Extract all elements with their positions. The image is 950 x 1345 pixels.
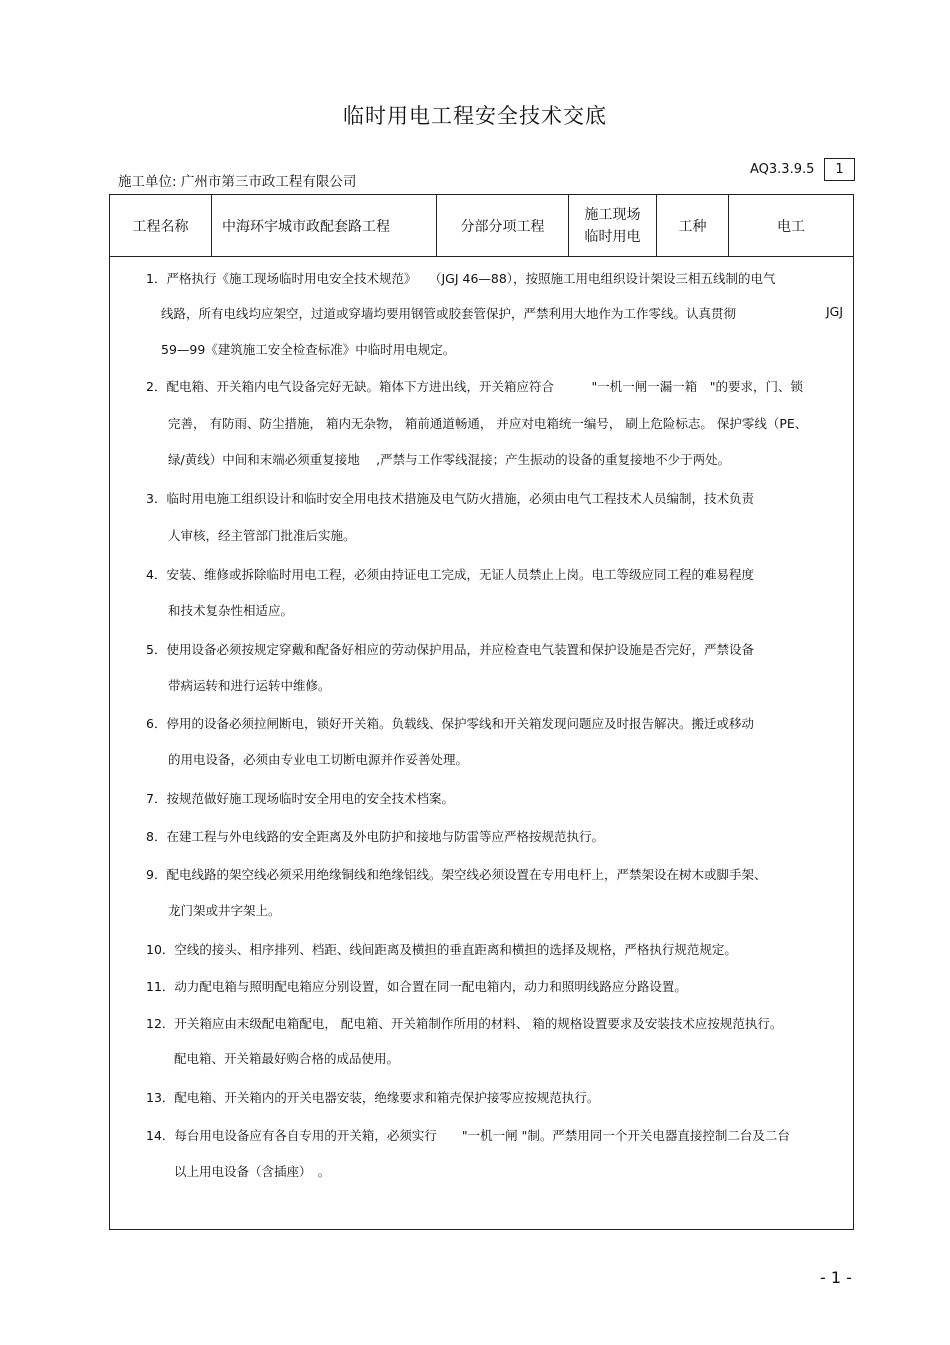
table-header-row [110,195,853,257]
item-2-line-3: 绿/黄线）中间和末端必须重复接地 ,严禁与工作零线混接；产生振动的设备的重复接地不少于两处。 [168,452,731,467]
item-2-line-1: 2．配电箱、开关箱内电气设备完好无缺。箱体下方进出线，开关箱应符合 "一机一闸一漏一箱 "的要求，门、锁 [146,379,803,394]
item-4-line-2: 和技术复杂性相适应。 [168,603,294,618]
item-13: 13．配电箱、开关箱内的开关电器安装，绝缘要求和箱壳保护接零应按规范执行。 [146,1090,600,1105]
item-14-line-1: 14．每台用电设备应有各自专用的开关箱，必须实行 "一机一闸 "制。严禁用同一个开关电器直接控制二台及二台 [146,1128,790,1143]
page-box: 1 [824,158,855,181]
item-1-line-3: 59—99《建筑施工安全检查标准》中临时用电规定。 [161,342,456,357]
item-5-line-2: 带病运转和进行运转中维修。 [168,678,331,693]
project-name-value: 中海环宇城市政配套路工程 [212,195,437,256]
division-value-line-1: 施工现场 [584,206,641,223]
project-name-label: 工程名称 [110,195,212,256]
item-1-line-2: 线路，所有电线均应架空，过道或穿墙均要用钢管或胶套管保护，严禁利用大地作为工作零线。认真贯彻 [161,306,737,321]
division-value-line-2: 临时用电 [584,228,641,245]
item-7: 7．按规范做好施工现场临时安全用电的安全技术档案。 [146,791,454,806]
trade-value: 电工 [777,218,805,235]
item-4-line-1: 4．安装、维修或拆除临时用电工程，必须由持证电工完成，无证人员禁止上岗。电工等级应同工程的难易程度 [146,567,754,582]
item-10: 10．空线的接头、相序排列、档距、线间距离及横担的垂直距离和横担的选择及规格，严格执行规范规定。 [146,942,737,957]
trade-label: 工种 [657,195,729,256]
item-8: 8．在建工程与外电线路的安全距离及外电防护和接地与防雷等应严格按规范执行。 [146,829,604,844]
item-12-line-1: 12．开关箱应由末级配电箱配电， 配电箱、开关箱制作所用的材料、 箱的规格设置要求及安装技术应按规范执行。 [146,1016,783,1031]
item-1-line-1: 1．严格执行《施工现场临时用电安全技术规范》 （JGJ 46—88），按照施工用电组织设计架设三相五线制的电气 [146,271,776,286]
item-3-line-2: 人审核，经主管部门批准后实施。 [168,528,356,543]
item-6-line-2: 的用电设备，必须由专业电工切断电源并作妥善处理。 [168,752,469,767]
item-2-line-2: 完善， 有防雨、防尘措施， 箱内无杂物， 箱前通道畅通， 并应对电箱统一编号， 刷上危险标志。 保护零线（PE、 [168,416,808,431]
document-number: AQ3.3.9.5 [750,162,815,177]
item-9-line-2: 龙门架或井字架上。 [168,903,281,918]
item-12-line-2: 配电箱、开关箱最好购合格的成品使用。 [174,1051,400,1066]
disclosure-table [109,194,854,1230]
item-5-line-1: 5．使用设备必须按规定穿戴和配备好相应的劳动保护用品，并应检查电气装置和保护设施是否完好，严禁设备 [146,642,754,657]
page-number: - 1 - [820,1268,852,1287]
item-1-line-2-end: JGJ [826,304,844,319]
item-14-line-2: 以上用电设备（含插座） 。 [174,1164,331,1179]
item-11: 11．动力配电箱与照明配电箱应分别设置，如合置在同一配电箱内，动力和照明线路应分路设置。 [146,979,687,994]
document-title: 临时用电工程安全技术交底 [343,104,607,128]
item-6-line-1: 6．停用的设备必须拉闸断电，锁好开关箱。负载线、保护零线和开关箱发现问题应及时报告解决。搬迁或移动 [146,716,754,731]
construction-unit: 施工单位: 广州市第三市政工程有限公司 [118,174,357,190]
item-3-line-1: 3．临时用电施工组织设计和临时安全用电技术措施及电气防火措施，必须由电气工程技术人员编制，技术负责 [146,491,754,506]
division-label: 分部分项工程 [437,195,569,256]
item-9-line-1: 9．配电线路的架空线必须采用绝缘铜线和绝缘铝线。架空线必须设置在专用电杆上，严禁架设在树木或脚手架、 [146,867,767,882]
division-value [569,195,657,256]
